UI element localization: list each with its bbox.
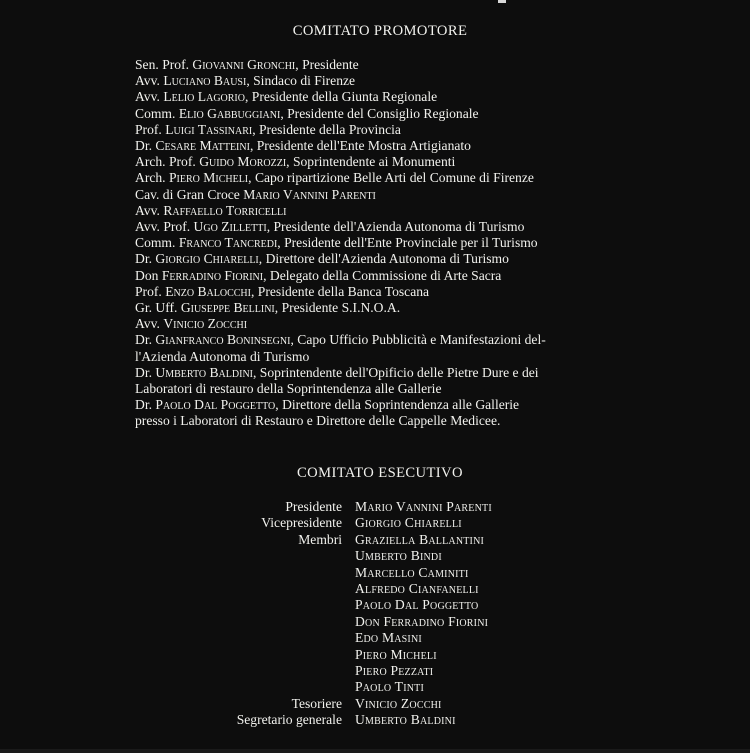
- executive-row: [190, 614, 550, 630]
- promoter-line: [135, 187, 625, 203]
- promoter-title: Arch.: [135, 170, 169, 186]
- promoter-title: Arch. Prof.: [135, 154, 200, 170]
- executive-row: [190, 515, 550, 531]
- executive-role: Segretario generale: [236, 712, 342, 728]
- promoter-role: , Presidente S.I.N.O.A.: [274, 300, 401, 316]
- promoter-line: [135, 138, 625, 154]
- promoter-title: Gr. Uff.: [135, 300, 181, 316]
- promoter-name: Cesare Matteini: [155, 138, 250, 154]
- executive-member-name: Umberto Baldini: [355, 712, 456, 728]
- executive-member-name: Piero Micheli: [355, 646, 437, 662]
- executive-row: [190, 499, 550, 515]
- executive-member-name: Alfredo Cianfanelli: [355, 581, 479, 597]
- executive-row: [190, 647, 550, 663]
- promoter-title: Laboratori di restauro della Soprintendenza alle Gallerie: [135, 381, 442, 397]
- promoter-title: Avv.: [135, 202, 164, 218]
- promoter-line: [135, 89, 625, 105]
- promoter-line: [135, 251, 625, 267]
- executive-member-name: Edo Masini: [355, 630, 422, 646]
- promoter-line: [135, 106, 625, 122]
- promoter-title: Comm.: [135, 105, 179, 121]
- executive-role: Tesoriere: [291, 695, 342, 711]
- executive-role: [190, 548, 355, 564]
- promoter-title: Dr.: [135, 364, 156, 380]
- executive-role: [190, 565, 355, 581]
- executive-role: Vicepresidente: [261, 515, 342, 531]
- promoter-name: Ugo Zilletti: [193, 219, 267, 235]
- executive-role: [190, 581, 355, 597]
- promoter-role: , Presidente dell'Ente Mostra Artigianato: [249, 138, 471, 154]
- promoter-role: , Presidente del Consiglio Regionale: [280, 105, 479, 121]
- promoter-title: Avv.: [135, 89, 164, 105]
- promoter-role: , Presidente della Provincia: [252, 121, 401, 137]
- promoter-line: [135, 332, 625, 348]
- promoter-name: Giovanni Gronchi: [192, 57, 296, 72]
- promoter-line: [135, 154, 625, 170]
- promoter-role: , Presidente della Banca Toscana: [250, 283, 430, 299]
- promoter-name: Lelio Lagorio: [163, 89, 245, 105]
- promoter-title: Prof.: [135, 283, 166, 299]
- promoter-name: Vinicio Zocchi: [163, 316, 248, 332]
- executive-member-name: Paolo Tinti: [355, 679, 424, 695]
- promoter-title: Prof.: [135, 121, 166, 137]
- executive-member-name: Giorgio Chiarelli: [355, 515, 462, 531]
- executive-row: [190, 565, 550, 581]
- promoter-line: [135, 397, 625, 413]
- executive-role: [190, 679, 355, 695]
- promoter-title: Avv.: [135, 73, 164, 89]
- promoter-name: Ferradino Fiorini: [161, 267, 264, 283]
- executive-role: [190, 647, 355, 663]
- executive-row: [190, 679, 550, 695]
- executive-member-name: Don Ferradino Fiorini: [355, 613, 489, 629]
- promoter-role: , Presidente della Giunta Regionale: [245, 89, 438, 105]
- promoter-title: Dr.: [135, 138, 156, 154]
- executive-row: [190, 696, 550, 712]
- promoter-role: , Soprintendente dell'Opificio delle Pietre Dure e dei: [253, 364, 539, 380]
- executive-role: [190, 630, 355, 646]
- promoter-name: Luigi Tassinari: [165, 121, 253, 137]
- promoter-line: [135, 122, 625, 138]
- promoter-name: Raffaello Torricelli: [163, 202, 287, 218]
- promoter-line: [135, 170, 625, 186]
- promoter-line: [135, 413, 625, 429]
- promoter-role: , Sindaco di Firenze: [246, 73, 356, 89]
- executive-member-name: Graziella Ballantini: [355, 531, 485, 547]
- comitato-esecutivo-list: [190, 499, 550, 729]
- executive-row: [190, 663, 550, 679]
- promoter-title: Dr.: [135, 251, 156, 267]
- promoter-line: [135, 235, 625, 251]
- promoter-line: [135, 365, 625, 381]
- executive-role: Presidente: [285, 499, 342, 514]
- executive-row: [190, 532, 550, 548]
- promoter-line: [135, 284, 625, 300]
- promoter-title: presso i Laboratori di Restauro e Direttore delle Cappelle Medicee.: [135, 413, 501, 429]
- promoter-title: Avv. Prof.: [135, 219, 194, 235]
- executive-member-name: Umberto Bindi: [355, 548, 442, 564]
- page-bottom-edge: [0, 749, 750, 753]
- executive-role: Membri: [298, 531, 342, 547]
- executive-member-name: Piero Pezzati: [355, 663, 434, 679]
- promoter-line: [135, 316, 625, 332]
- executive-row: [190, 581, 550, 597]
- promoter-name: Franco Tancredi: [178, 235, 278, 251]
- promoter-name: Guido Morozzi: [199, 154, 287, 170]
- promoter-name: Piero Micheli: [168, 170, 249, 186]
- promoter-name: Giuseppe Bellini: [180, 300, 275, 316]
- promoter-title: Don: [135, 267, 162, 283]
- promoter-title: Dr.: [135, 397, 156, 413]
- promoter-role: , Presidente: [295, 57, 359, 72]
- comitato-esecutivo-heading: COMITATO ESECUTIVO: [297, 465, 463, 481]
- promoter-line: [135, 300, 625, 316]
- promoter-role: , Presidente dell'Ente Provinciale per il Turismo: [277, 235, 538, 251]
- promoter-role: , Capo ripartizione Belle Arti del Comune di Firenze: [248, 170, 534, 186]
- executive-role: [190, 597, 355, 613]
- executive-row: [190, 712, 550, 728]
- promoter-name: Giorgio Chiarelli: [155, 251, 259, 267]
- promoter-name: Enzo Balocchi: [165, 283, 251, 299]
- promoter-role: , Delegato della Commissione di Arte Sacra: [263, 267, 502, 283]
- promoter-title: Sen. Prof.: [135, 57, 193, 72]
- promoter-line: [135, 219, 625, 235]
- promoter-title: Cav. di Gran Croce: [135, 186, 244, 202]
- promoter-role: , Capo Ufficio Pubblicità e Manifestazioni del-: [290, 332, 546, 348]
- executive-row: [190, 548, 550, 564]
- promoter-line: [135, 349, 625, 365]
- promoter-role: , Direttore della Soprintendenza alle Gallerie: [275, 397, 520, 413]
- promoter-role: , Presidente dell'Azienda Autonoma di Turismo: [266, 219, 525, 235]
- executive-role: [190, 614, 355, 630]
- promoter-title: Avv.: [135, 316, 164, 332]
- promoter-line: [135, 57, 625, 73]
- comitato-promotore-heading: COMITATO PROMOTORE: [292, 23, 468, 39]
- promoter-title: Dr.: [135, 332, 156, 348]
- promoter-name: Mario Vannini Parenti: [243, 186, 376, 202]
- promoter-name: Luciano Bausi: [163, 73, 247, 89]
- executive-member-name: Vinicio Zocchi: [355, 695, 442, 711]
- page-edge-mark: [498, 0, 506, 3]
- promoter-line: [135, 73, 625, 89]
- executive-member-name: Paolo Dal Poggetto: [355, 597, 479, 613]
- executive-member-name: Mario Vannini Parenti: [355, 499, 492, 514]
- executive-row: [190, 597, 550, 613]
- executive-member-name: Marcello Caminiti: [355, 564, 469, 580]
- promoter-name: Umberto Baldini: [155, 364, 253, 380]
- promoter-name: Gianfranco Boninsegni: [155, 332, 291, 348]
- promoter-role: , Direttore dell'Azienda Autonoma di Turismo: [258, 251, 509, 267]
- promoter-title: l'Azienda Autonoma di Turismo: [135, 348, 310, 364]
- promoter-line: [135, 268, 625, 284]
- comitato-promotore-list: [135, 57, 625, 430]
- promoter-title: Comm.: [135, 235, 179, 251]
- executive-role: [190, 663, 355, 679]
- promoter-line: [135, 381, 625, 397]
- promoter-line: [135, 203, 625, 219]
- promoter-name: Elio Gabbuggiani: [178, 105, 281, 121]
- executive-row: [190, 630, 550, 646]
- promoter-role: , Soprintendente ai Monumenti: [286, 154, 456, 170]
- promoter-name: Paolo Dal Poggetto: [155, 397, 276, 413]
